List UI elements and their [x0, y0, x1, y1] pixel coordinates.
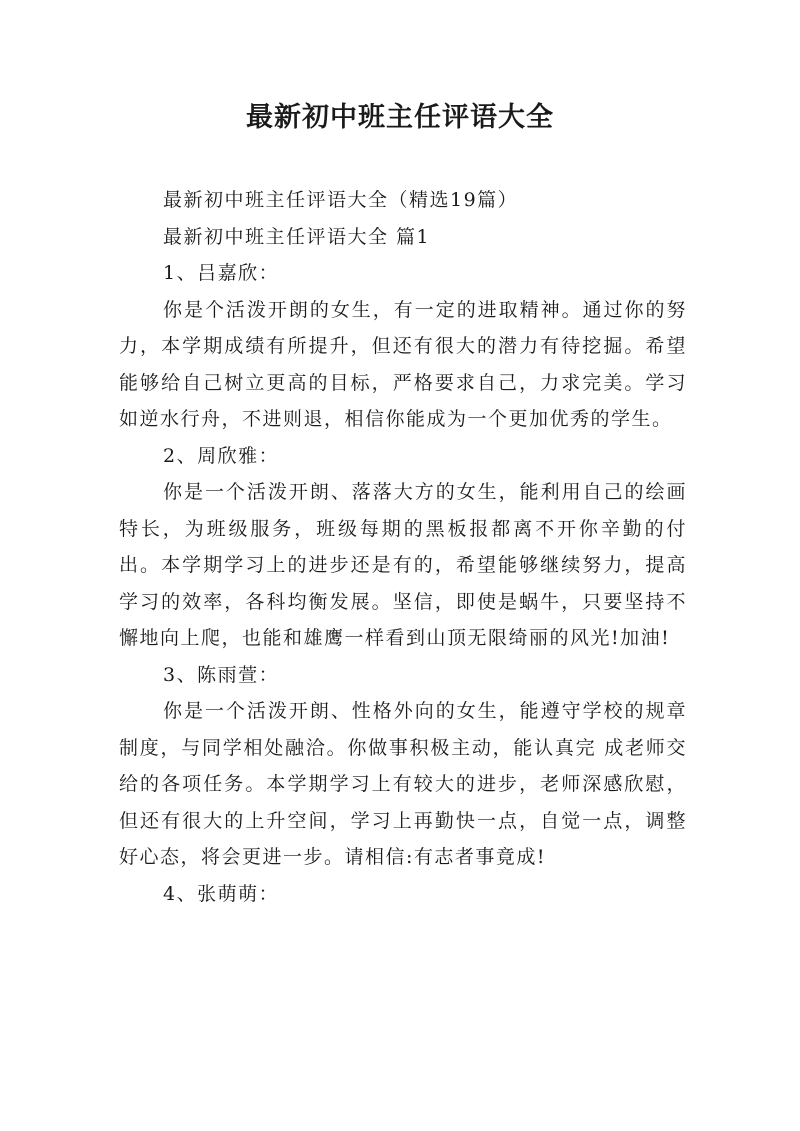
section-heading: 最新初中班主任评语大全 篇1	[163, 225, 431, 248]
entry-name: 2、周欣雅：	[163, 444, 280, 467]
document-title: 最新初中班主任评语大全	[246, 102, 554, 133]
document-body	[119, 182, 687, 912]
entry-comment: 你是个活泼开朗的女生，有一定的进取精神。通过你的努力，本学期成绩有所提升，但还有很大的潜力有待挖掘。希望能够给自己树立更高的目标，严格要求自己，力求完美。学习如逆水行舟，不进则退，相信你能成为一个更加优秀的学生。	[119, 298, 687, 430]
entry-name: 1、吕嘉欣：	[163, 262, 280, 284]
entry-comment: 你是一个活泼开朗、性格外向的女生，能遵守学校的规章制度，与同学相处融洽。你做事积极主动，能认真完 成老师交给的各项任务。本学期学习上有较大的进步，老师深感欣慰，但还有很大的上升空间，学习上再勤快一点，自觉一点，调整好心态，将会更进一步。请相信:有志者事竟成!	[119, 700, 687, 868]
entry-comment: 你是一个活泼开朗、落落大方的女生，能利用自己的绘画特长，为班级服务，班级每期的黑板报都离不开你辛勤的付出。本学期学习上的进步还是有的，希望能够继续努力，提高学习的效率，各科均衡发展。坚信，即使是蜗牛，只要坚持不懈地向上爬，也能和雄鹰一样看到山顶无限绮丽的风光!加油!	[119, 481, 687, 649]
entry-name: 4、张萌萌：	[163, 882, 280, 905]
document-subtitle: 最新初中班主任评语大全（精选19篇）	[163, 189, 519, 211]
entry-name: 3、陈雨萱：	[163, 663, 280, 686]
